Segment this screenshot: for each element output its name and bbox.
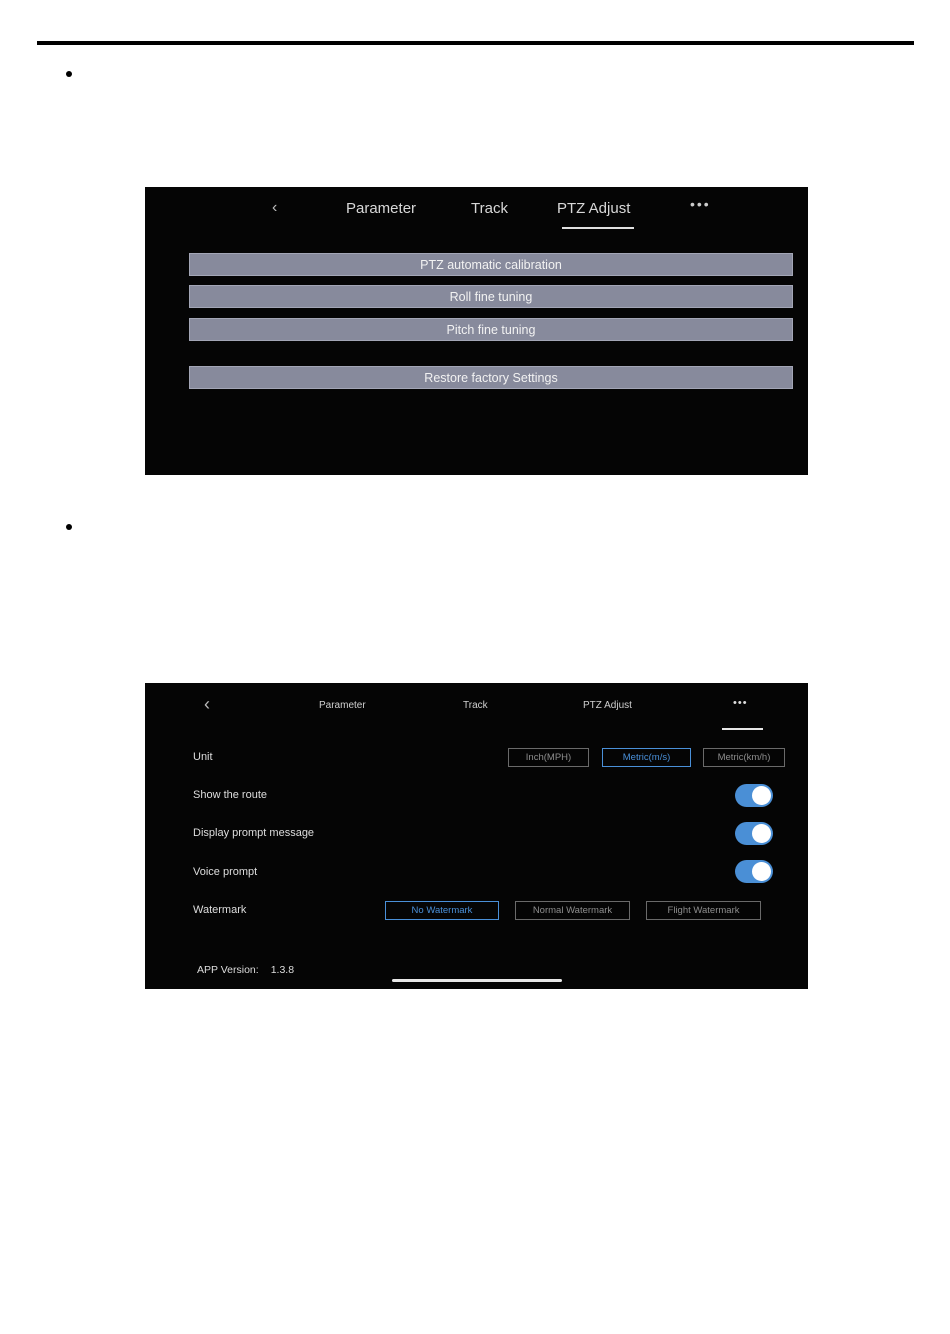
bullet-2 bbox=[66, 524, 72, 530]
more-icon[interactable]: ••• bbox=[733, 697, 748, 709]
toggle-knob bbox=[752, 786, 771, 805]
active-tab-underline bbox=[722, 728, 763, 730]
more-icon[interactable]: ••• bbox=[690, 196, 711, 212]
active-tab-underline bbox=[562, 227, 634, 229]
show-route-label: Show the route bbox=[193, 789, 267, 801]
watermark-option-flight[interactable]: Flight Watermark bbox=[646, 901, 761, 920]
bullet-1 bbox=[66, 71, 72, 77]
app-version-value: 1.3.8 bbox=[270, 964, 295, 976]
voice-prompt-label: Voice prompt bbox=[193, 866, 258, 878]
tab-parameter[interactable]: Parameter bbox=[319, 700, 366, 711]
toggle-knob bbox=[752, 862, 771, 881]
app-version-label: APP Version: bbox=[197, 964, 259, 976]
tab-ptz-adjust[interactable]: PTZ Adjust bbox=[557, 200, 631, 217]
tab-track[interactable]: Track bbox=[471, 200, 508, 217]
pitch-fine-tuning-button[interactable]: Pitch fine tuning bbox=[189, 318, 793, 341]
app-version bbox=[197, 964, 306, 976]
chevron-left-icon[interactable]: ‹ bbox=[272, 199, 278, 216]
roll-fine-tuning-button[interactable]: Roll fine tuning bbox=[189, 285, 793, 308]
watermark-option-none[interactable]: No Watermark bbox=[385, 901, 499, 920]
watermark-label: Watermark bbox=[193, 904, 247, 916]
ptz-auto-calibration-button[interactable]: PTZ automatic calibration bbox=[189, 253, 793, 276]
unit-label: Unit bbox=[193, 751, 213, 763]
chevron-left-icon[interactable]: ‹ bbox=[204, 694, 210, 714]
unit-option-inch[interactable]: Inch(MPH) bbox=[508, 748, 589, 767]
voice-prompt-toggle[interactable] bbox=[735, 860, 773, 883]
top-nav bbox=[145, 187, 808, 231]
top-rule bbox=[37, 41, 914, 45]
ptz-adjust-screenshot bbox=[145, 187, 808, 475]
unit-option-metric-kmh[interactable]: Metric(km/h) bbox=[703, 748, 785, 767]
tab-ptz-adjust[interactable]: PTZ Adjust bbox=[583, 700, 632, 711]
toggle-knob bbox=[752, 824, 771, 843]
more-settings-screenshot bbox=[145, 683, 808, 989]
unit-option-metric-ms[interactable]: Metric(m/s) bbox=[602, 748, 691, 767]
watermark-option-normal[interactable]: Normal Watermark bbox=[515, 901, 630, 920]
home-indicator[interactable] bbox=[392, 979, 562, 982]
display-prompt-label: Display prompt message bbox=[193, 827, 315, 839]
restore-factory-settings-button[interactable]: Restore factory Settings bbox=[189, 366, 793, 389]
show-route-toggle[interactable] bbox=[735, 784, 773, 807]
tab-parameter[interactable]: Parameter bbox=[346, 200, 417, 217]
display-prompt-toggle[interactable] bbox=[735, 822, 773, 845]
tab-track[interactable]: Track bbox=[463, 700, 488, 711]
